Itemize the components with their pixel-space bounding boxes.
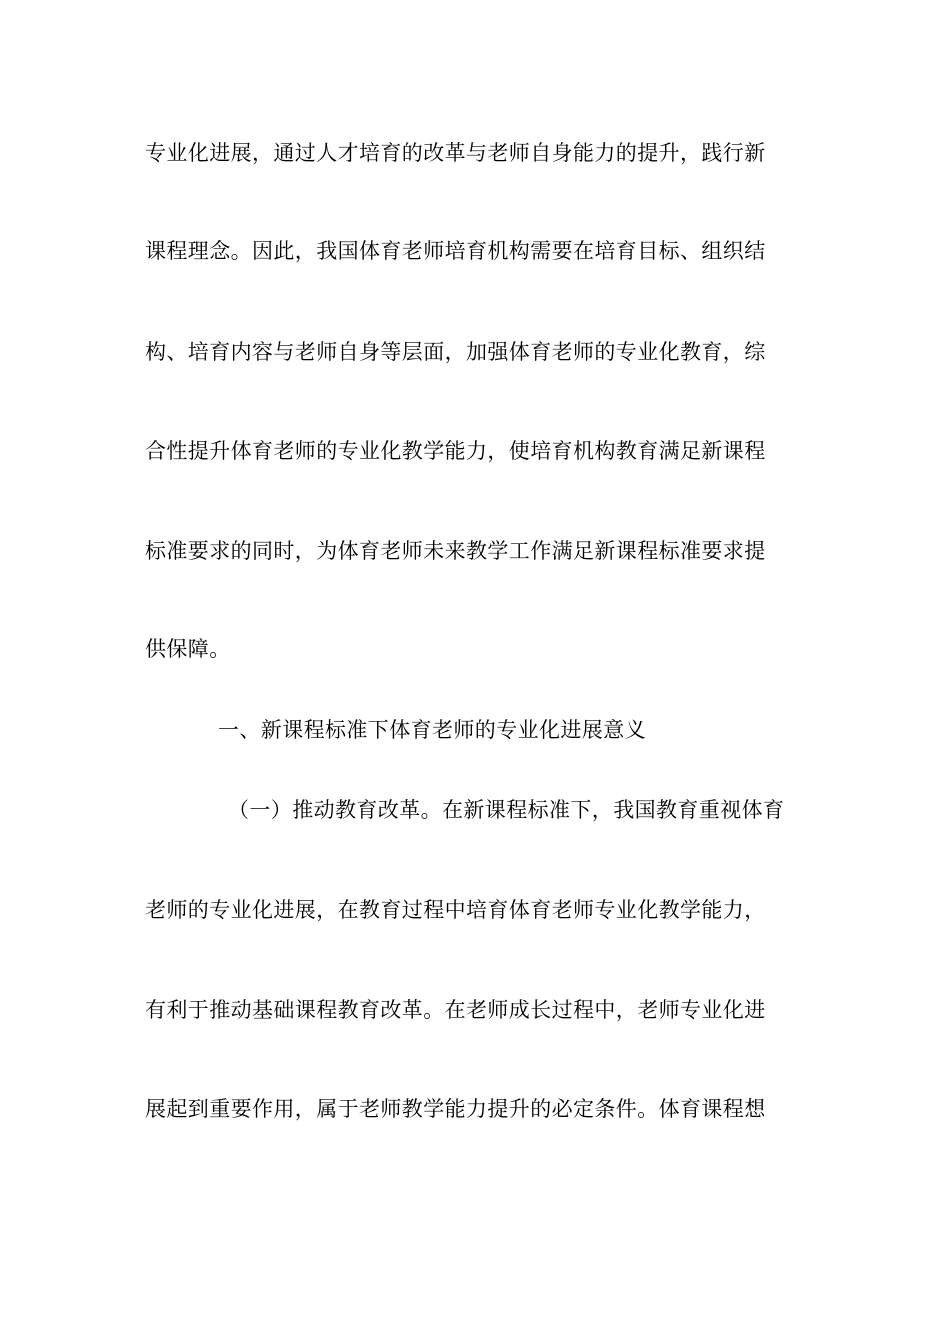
paragraph-line: 有利于推动基础课程教育改革。在老师成长过程中，老师专业化进 xyxy=(145,998,766,1022)
paragraph-line: 供保障。 xyxy=(145,637,231,661)
paragraph-line: 老师的专业化进展，在教育过程中培育体育老师专业化教学能力， xyxy=(145,898,766,922)
paragraph-line: 专业化进展，通过人才培育的改革与老师自身能力的提升，践行新 xyxy=(145,141,766,165)
paragraph-line: 合性提升体育老师的专业化教学能力，使培育机构教育满足新课程 xyxy=(145,439,766,463)
paragraph-line: （一）推动教育改革。在新课程标准下，我国教育重视体育 xyxy=(228,798,785,822)
paragraph-line: 构、培育内容与老师自身等层面，加强体育老师的专业化教育，综 xyxy=(145,340,766,364)
section-heading: 一、新课程标准下体育老师的专业化进展意义 xyxy=(218,718,646,742)
paragraph-line: 展起到重要作用，属于老师教学能力提升的必定条件。体育课程想 xyxy=(145,1097,766,1121)
paragraph-line: 标准要求的同时，为体育老师未来教学工作满足新课程标准要求提 xyxy=(145,539,766,563)
paragraph-line: 课程理念。因此，我国体育老师培育机构需要在培育目标、组织结 xyxy=(145,239,766,263)
